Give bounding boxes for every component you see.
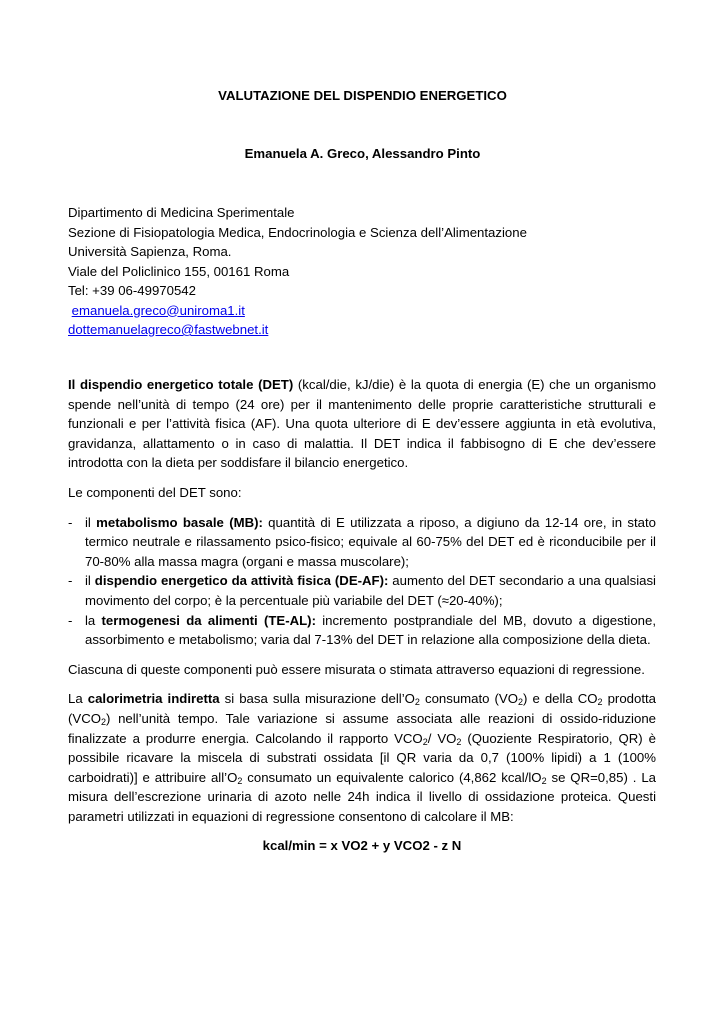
list-item (68, 571, 656, 610)
list-item-prefix: il (85, 514, 97, 530)
affiliation-block (68, 203, 668, 340)
subscript: 2 (597, 697, 603, 708)
affiliation-department: Dipartimento di Medicina Sperimentale (68, 205, 295, 220)
text-run: ) e della CO (523, 691, 598, 707)
text-run: si basa sulla misurazione dell’O (219, 691, 415, 707)
list-item (68, 513, 656, 572)
subscript: 2 (237, 775, 243, 786)
calorimetry-term: calorimetria indiretta (87, 691, 220, 707)
components-list (68, 513, 656, 650)
list-item-text: aumento del DET secondario a una qualsiasi movimento del corpo; è la percentuale più variabile del DET (≈20-40%); (85, 573, 656, 608)
regression-paragraph: Ciascuna di queste componenti può essere misurata o stimata attraverso equazioni di regressione. (68, 661, 645, 677)
text-run: ) nell’unità tempo. Tale variazione si assume associata alle reazioni di ossido-riduzione finalizzate a produrre energia. Calcolando il rapporto VCO (68, 710, 656, 746)
calorimetry-paragraph (68, 689, 656, 826)
affiliation-address: Viale del Policlinico 155, 00161 Roma (68, 263, 290, 279)
affiliation-university: Università Sapienza, Roma. (68, 244, 232, 259)
text-run: consumato (VO (419, 691, 518, 707)
subscript: 2 (517, 697, 523, 708)
components-intro: Le componenti del DET sono: (68, 484, 242, 500)
list-item-term: termogenesi da alimenti (TE-AL): (101, 612, 316, 628)
list-dash: - (68, 514, 73, 530)
intro-bold-term: Il dispendio energetico totale (DET) (68, 377, 294, 392)
document-title: VALUTAZIONE DEL DISPENDIO ENERGETICO (218, 88, 507, 103)
affiliation-phone: Tel: +39 06-49970542 (68, 283, 196, 298)
text-run: se QR=0,85) . La misura dell’escrezione urinaria di azoto nelle 24h indica il livello di ossidazione proteica. Questi parametri utilizzati in equazioni di regressione consentono di calcolare il MB: (68, 769, 656, 824)
intro-paragraph (68, 375, 656, 473)
mb-formula: kcal/min = x VO2 + y VCO2 - z N (262, 838, 462, 854)
list-dash: - (68, 573, 73, 589)
subscript: 2 (541, 775, 547, 786)
subscript: 2 (414, 697, 420, 708)
affiliation-section: Sezione di Fisiopatologia Medica, Endocrinologia e Scienza dell’Alimentazione (68, 224, 527, 240)
document-body (68, 375, 656, 856)
subscript: 2 (456, 736, 462, 747)
list-item-prefix: il (85, 573, 95, 589)
list-dash: - (68, 612, 73, 628)
list-item (68, 611, 656, 650)
email-link-secondary[interactable]: dottemanuelagreco@fastwebnet.it (68, 322, 269, 337)
list-item-text: incremento postprandiale del MB, dovuto a digestione, assorbimento e metabolismo; varia dal 7-13% del DET in relazione alla composizione della dieta. (85, 612, 656, 648)
authors: Emanuela A. Greco, Alessandro Pinto (244, 146, 481, 161)
text-run: (Quoziente Respiratorio, QR) è possibile ricavare la miscela di substrati ossidata [il QR varia da 0,7 (100% lipidi) a 1 (100% carboidrati)] e attribuire all’O (68, 730, 656, 785)
list-item-text: quantità di E utilizzata a riposo, a digiuno da 12-14 ore, in stato termico neutrale e rilassamento psico-fisico; equivale al 60-75% del DET ed è riconducibile per il 70-80% alla massa magra (organi e massa muscolare); (85, 514, 656, 569)
subscript: 2 (100, 716, 106, 727)
text-run: La (68, 691, 88, 707)
text-run: / VO (427, 730, 457, 746)
email-link-primary[interactable]: emanuela.greco@uniroma1.it (71, 302, 245, 318)
text-run: consumato un equivalente calorico (4,862 kcal/lO (242, 769, 542, 785)
list-item-prefix: la (85, 612, 102, 628)
subscript: 2 (422, 736, 428, 747)
text-run: prodotta (VCO (68, 691, 656, 726)
list-item-term: metabolismo basale (MB): (96, 514, 263, 530)
intro-text: (kcal/die, kJ/die) è la quota di energia (E) che un organismo spende nell’unità di tempo (24 ore) per il mantenimento delle proprie caratteristiche strutturali e funzionali e per l’attività fisica (AF). Una quota ulteriore di E dev’essere aggiunta in età evolutiva, gravidanza, allattamento o in caso di malattia. Il DET indica il fabbisogno di E che dev’essere introdotta con la dieta per soddisfare il bilancio energetico. (68, 377, 656, 471)
list-item-term: dispendio energetico da attività fisica (DE-AF): (94, 573, 389, 589)
